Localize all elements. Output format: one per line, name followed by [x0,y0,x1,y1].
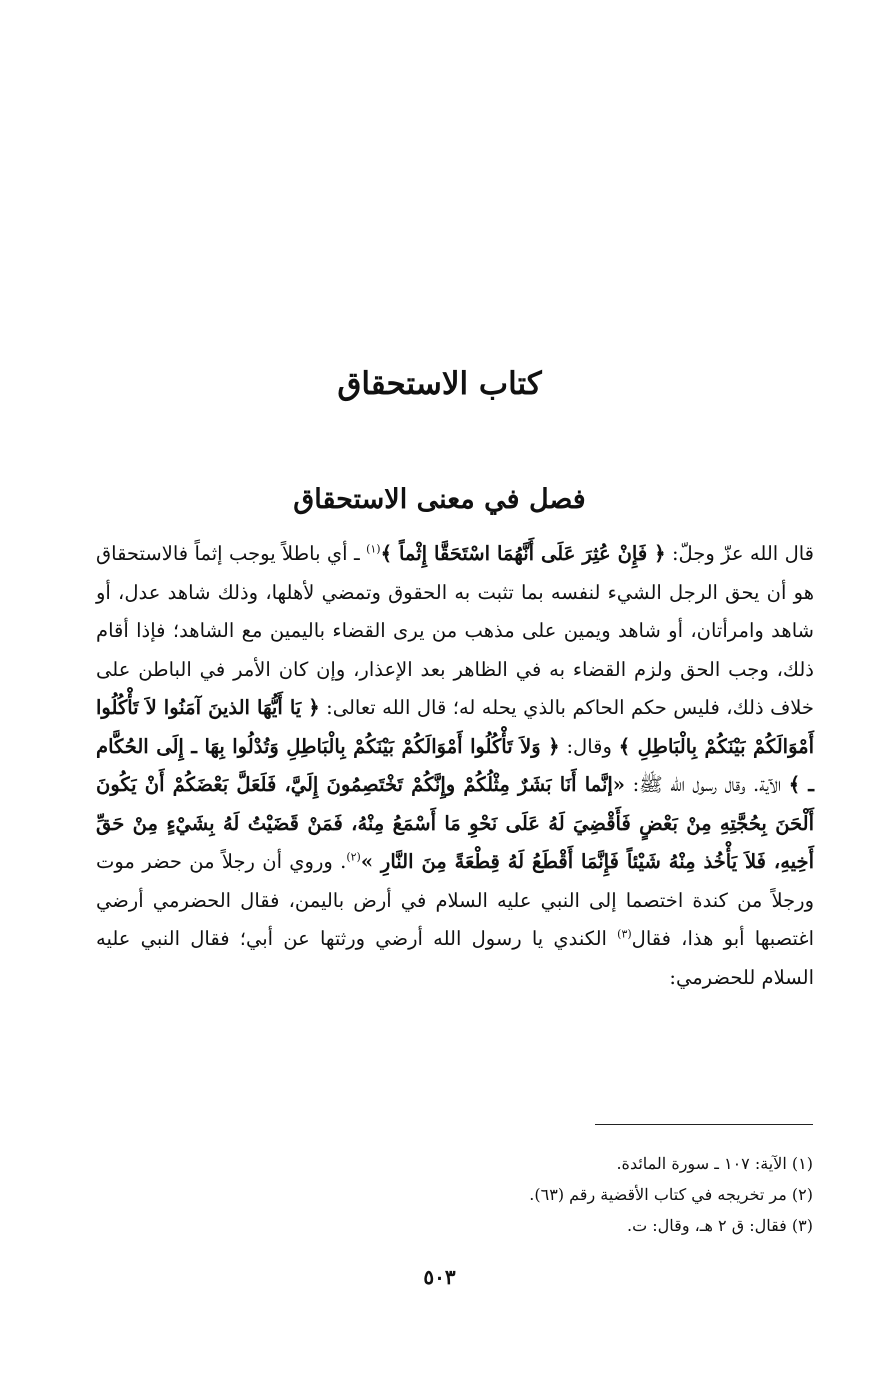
body-text-segment: . وروي أن رجلاً من حضر موت ورجلاً من كندة اختصما إلى النبي عليه السلام في أرض باليمن، فقال الحضرمي أرضي اغتصبها أبو هذا، فقال [96,850,814,950]
body-text-segment: ـ أي باطلاً يوجب إثماً فالاستحقاق هو أن يحق الرجل الشيء لنفسه بما تثبت به الحقوق وتمضي لأهلها، وذلك شاهد عدل، أو شاهد وامرأتان، أو شاهد ويمين على مذهب من يرى القضاء باليمين مع الشاهد؛ فإذا أقام ذلك، وجب الحق ولزم القضاء به في الظاهر بعد الإعذار، وإن كان الأمر في الباطن على خلاف ذلك، فليس حكم الحاكم بالذي يحله له؛ قال الله تعالى: [96,542,814,719]
body-text-segment: الآية. وقال رسول الله ﷺ: [632,773,789,796]
body-text-segment: قال الله عزّ وجلّ: [671,542,815,565]
footnote-ref: (٣) [617,927,632,941]
body-text-segment: الكندي يا رسول الله أرضي ورثتها عن أبي؛ فقال النبي عليه السلام للحضرمي: [96,927,814,989]
book-title: كتاب الاستحقاق [337,366,542,402]
section-title: فصل في معنى الاستحقاق [293,484,586,515]
footnote: (٣) فقال: ق ٢ هـ، وقال: ت. [627,1216,813,1235]
footnote-divider [595,1124,813,1125]
footnote: (٢) مر تخريجه في كتاب الأقضية رقم (٦٣). [529,1185,813,1204]
quran-quote: ﴿ وَلاَ تَأْكُلُوا أَمْوَالَكُمْ بَيْنَكُمْ بِالْبَاطِلِ وَتُدْلُوا بِهَا ـ إِلَى الحُكَّام ـ ﴾ [96,734,814,796]
footnotes-list [95,1148,813,1241]
footnote: (١) الآية: ١٠٧ ـ سورة المائدة. [616,1154,813,1173]
body-text-segment: وقال: [566,734,619,758]
footnote-ref: (١) [366,542,381,556]
footnote-ref: (٢) [346,850,361,864]
hadith-quote: «إنَّما أَنَا بَشَرٌ مِثْلُكُمْ وإِنَّكُمْ تَخْتَصِمُونَ إِلَيَّ، فَلَعَلَّ بَعْضَكُمْ أَنْ يَكُونَ أَلْحَنَ بِحُجَّتِهِ مِنْ بَعْضٍ فَأَقْضِيَ لَهُ عَلَى نَحْوِ مَا أَسْمَعُ مِنْهُ، فَمَنْ قَضَيْتُ لَهُ بِشَيْءٍ مِنْ حَقِّ أَخِيهِ، فَلاَ يَأْخُذ مِنْهُ شَيْئاً فَإِنَّمَا أَقْطَعُ لَهُ قِطْعَةً مِنَ النَّارِ » [96,773,814,873]
quran-quote: ﴿ فَإِنْ عُثِرَ عَلَى أَنَّهُمَا اسْتَحَقَّا إِثْماً ﴾ [380,542,666,565]
quran-quote: ﴿ يَا أَيُّهَا الذينَ آمَنُوا لاَ تَأْكُلُوا أَمْوَالَكُمْ بَيْنَكُمْ بِالْبَاطِلِ ﴾ [96,696,815,758]
page-number: ٥٠٣ [423,1265,456,1289]
body-paragraph [96,535,814,997]
